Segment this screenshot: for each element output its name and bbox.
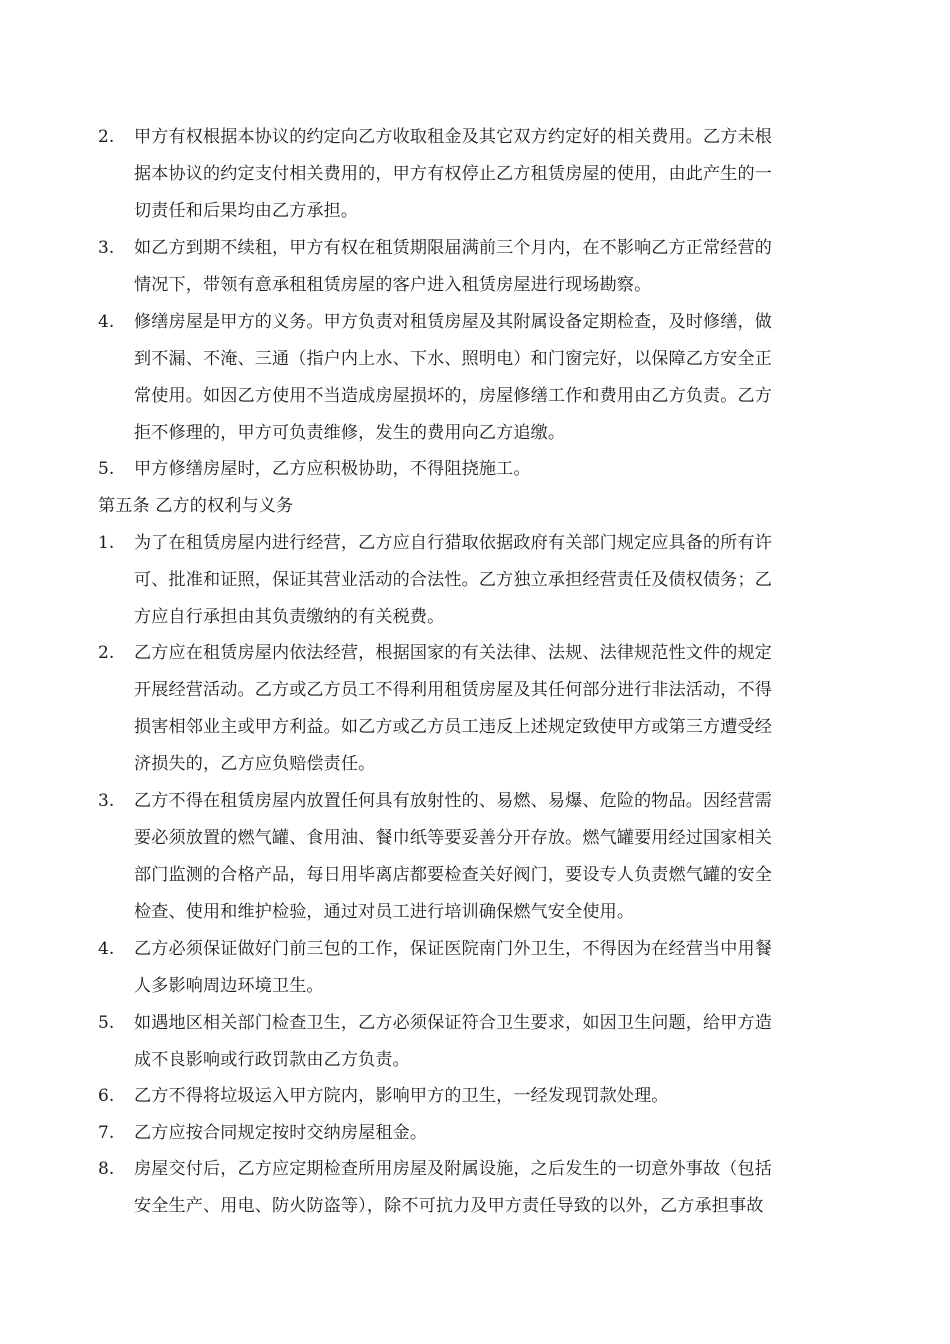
item-text xyxy=(134,935,846,1009)
text-line: 房屋交付后，乙方应定期检查所用房屋及附属设施，之后发生的一切意外事故（包括 xyxy=(134,1159,773,1179)
text-line: 如乙方到期不续租，甲方有权在租赁期限届满前三个月内，在不影响乙方正常经营的 xyxy=(134,238,773,258)
section-heading: 第五条 乙方的权利与义务 xyxy=(98,496,294,516)
text-line: 可、批准和证照，保证其营业活动的合法性。乙方独立承担经营责任及债权债务；乙 xyxy=(134,570,773,590)
item-text xyxy=(134,1119,846,1156)
item-text xyxy=(134,123,846,234)
text-line: 修缮房屋是甲方的义务。甲方负责对租赁房屋及其附属设备定期检查，及时修缮，做 xyxy=(134,312,773,332)
item-number: 3. xyxy=(98,791,115,811)
text-line: 开展经营活动。乙方或乙方员工不得利用租赁房屋及其任何部分进行非法活动，不得 xyxy=(134,680,773,700)
text-line: 常使用。如因乙方使用不当造成房屋损坏的，房屋修缮工作和费用由乙方负责。乙方 xyxy=(134,386,773,406)
item-number: 3. xyxy=(98,238,115,258)
item-number: 8. xyxy=(98,1159,115,1179)
item-text xyxy=(134,308,846,456)
item-number: 5. xyxy=(98,1013,115,1033)
text-line: 情况下，带领有意承租租赁房屋的客户进入租赁房屋进行现场勘察。 xyxy=(134,275,652,295)
text-line: 成不良影响或行政罚款由乙方负责。 xyxy=(134,1050,410,1070)
item-text xyxy=(134,787,846,935)
text-line: 如遇地区相关部门检查卫生，乙方必须保证符合卫生要求，如因卫生问题，给甲方造 xyxy=(134,1013,773,1033)
item-number: 5. xyxy=(98,459,115,479)
item-number: 7. xyxy=(98,1123,115,1143)
text-line: 损害相邻业主或甲方利益。如乙方或乙方员工违反上述规定致使甲方或第三方遭受经 xyxy=(134,717,773,737)
item-number: 4. xyxy=(98,939,115,959)
text-line: 拒不修理的，甲方可负责维修，发生的费用向乙方追缴。 xyxy=(134,423,566,443)
text-line: 方应自行承担由其负责缴纳的有关税费。 xyxy=(134,607,445,627)
item-number: 1. xyxy=(98,533,115,553)
text-line: 乙方不得将垃圾运入甲方院内，影响甲方的卫生，一经发现罚款处理。 xyxy=(134,1086,669,1106)
text-line: 切责任和后果均由乙方承担。 xyxy=(134,201,359,221)
item-number: 4. xyxy=(98,312,115,332)
item-text xyxy=(134,1009,846,1083)
text-line: 乙方必须保证做好门前三包的工作，保证医院南门外卫生，不得因为在经营当中用餐 xyxy=(134,939,773,959)
text-line: 人多影响周边环境卫生。 xyxy=(134,976,324,996)
item-text xyxy=(134,455,846,492)
text-line: 乙方不得在租赁房屋内放置任何具有放射性的、易燃、易爆、危险的物品。因经营需 xyxy=(134,791,773,811)
text-line: 济损失的，乙方应负赔偿责任。 xyxy=(134,754,376,774)
text-line: 据本协议的约定支付相关费用的，甲方有权停止乙方租赁房屋的使用，由此产生的一 xyxy=(134,164,773,184)
text-line: 到不漏、不淹、三通（指户内上水、下水、照明电）和门窗完好，以保障乙方安全正 xyxy=(134,349,773,369)
text-line: 乙方应在租赁房屋内依法经营，根据国家的有关法律、法规、法律规范性文件的规定 xyxy=(134,643,773,663)
item-text xyxy=(134,639,846,787)
text-line: 要必须放置的燃气罐、食用油、餐巾纸等要妥善分开存放。燃气罐要用经过国家相关 xyxy=(134,828,773,848)
item-text xyxy=(134,1082,846,1119)
item-number: 2. xyxy=(98,127,115,147)
text-line: 部门监测的合格产品，每日用毕离店都要检查关好阀门，要设专人负责燃气罐的安全 xyxy=(134,865,773,885)
text-line: 安全生产、用电、防火防盗等），除不可抗力及甲方责任导致的以外，乙方承担事故 xyxy=(134,1196,764,1216)
text-line: 乙方应按合同规定按时交纳房屋租金。 xyxy=(134,1123,428,1143)
item-number: 2. xyxy=(98,643,115,663)
text-line: 甲方修缮房屋时，乙方应积极协助，不得阻挠施工。 xyxy=(134,459,531,479)
text-line: 检查、使用和维护检验，通过对员工进行培训确保燃气安全使用。 xyxy=(134,902,635,922)
text-line: 为了在租赁房屋内进行经营，乙方应自行猎取依据政府有关部门规定应具备的所有许 xyxy=(134,533,773,553)
item-text xyxy=(134,529,846,640)
item-number: 6. xyxy=(98,1086,115,1106)
text-line: 甲方有权根据本协议的约定向乙方收取租金及其它双方约定好的相关费用。乙方未根 xyxy=(134,127,773,147)
item-text xyxy=(134,1155,846,1229)
item-text xyxy=(134,234,846,308)
